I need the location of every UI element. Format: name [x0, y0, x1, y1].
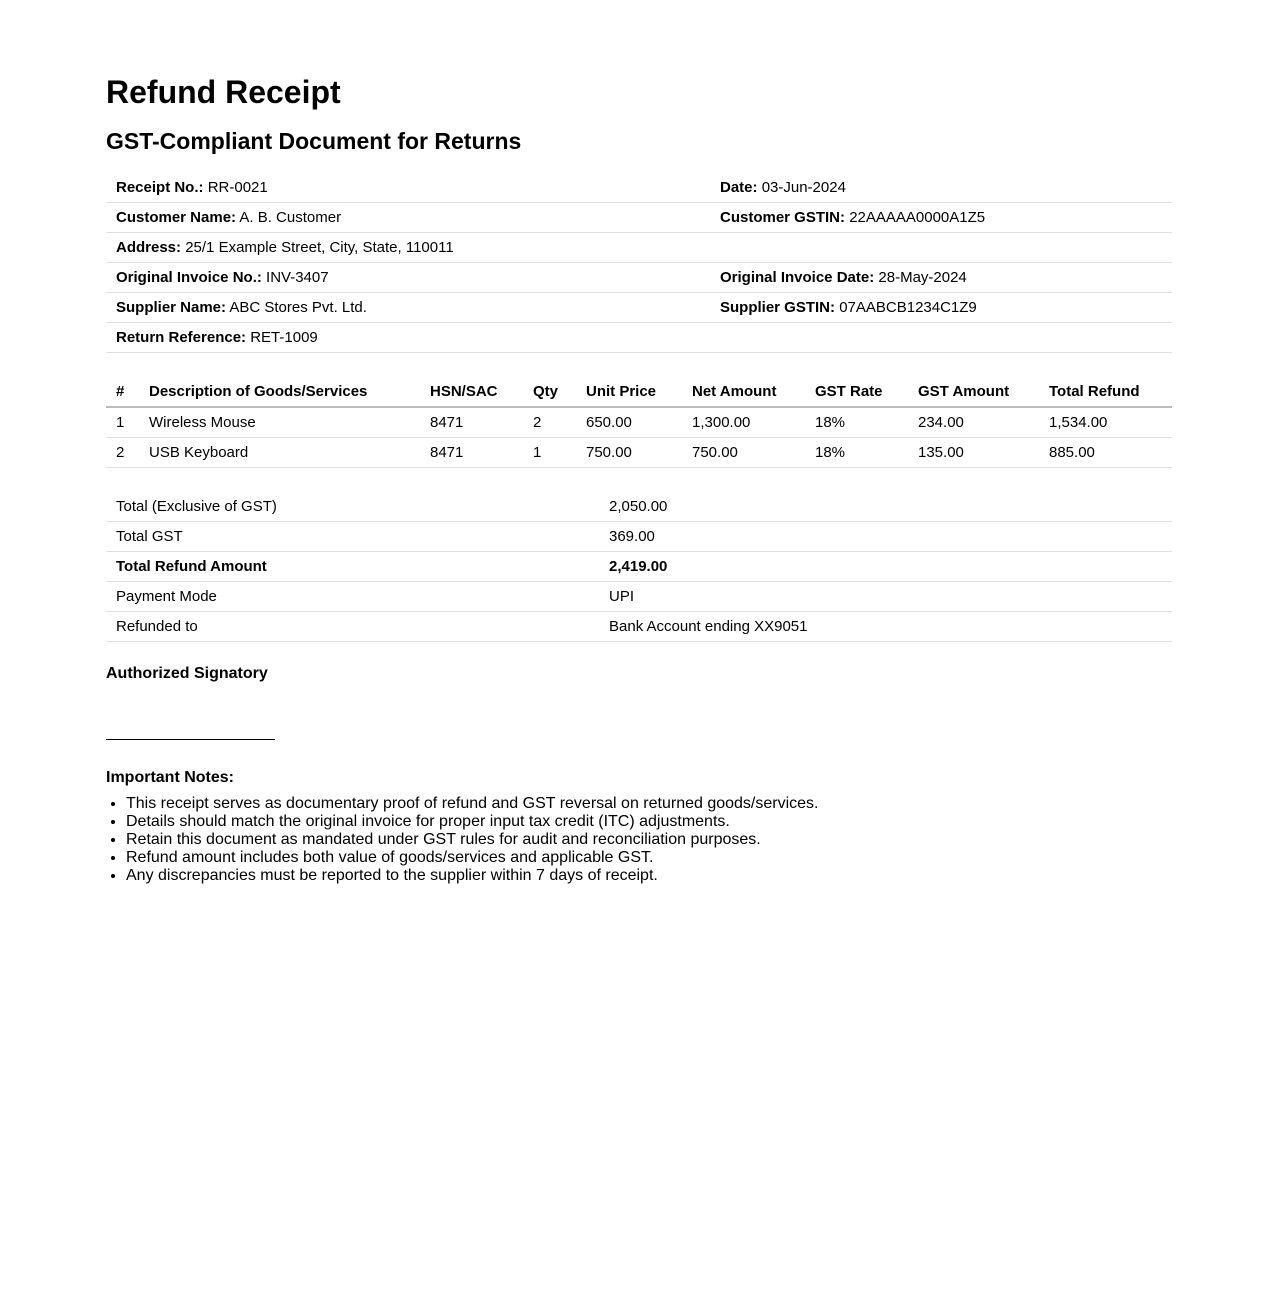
authorized-signatory-label: Authorized Signatory	[106, 665, 268, 682]
return-reference-cell	[106, 323, 710, 353]
total-refund-amount-value: 2,419.00	[599, 552, 1172, 582]
cell-gst-rate: 18%	[805, 438, 908, 468]
totals-row	[106, 612, 1172, 642]
total-exclusive-label: Total (Exclusive of GST)	[106, 492, 599, 522]
empty-cell	[710, 233, 1172, 263]
cell-net-amount: 1,300.00	[682, 407, 805, 438]
supplier-name-cell	[106, 293, 710, 323]
col-header-gst-amount: GST Amount	[908, 376, 1039, 407]
date-cell	[710, 173, 1172, 203]
cell-net-amount: 750.00	[682, 438, 805, 468]
table-row	[106, 438, 1172, 468]
refunded-to-label: Refunded to	[106, 612, 599, 642]
address-label: Address:	[116, 239, 182, 256]
col-header-number: #	[106, 376, 139, 407]
cell-gst-amount: 234.00	[908, 407, 1039, 438]
totals-row	[106, 492, 1172, 522]
return-reference-label: Return Reference:	[116, 329, 247, 346]
cell-number: 2	[106, 438, 139, 468]
items-table	[106, 376, 1172, 468]
list-item: • This receipt serves as documentary proof of refund and GST reversal on returned goods/services.	[126, 795, 819, 813]
notes-list	[106, 795, 819, 885]
customer-name-cell	[106, 203, 710, 233]
receipt-no-label: Receipt No.:	[116, 179, 204, 196]
receipt-no-cell	[106, 173, 710, 203]
date-label: Date:	[720, 179, 758, 196]
original-invoice-date-value: 28-May-2024	[878, 269, 967, 286]
list-item: • Retain this document as mandated under GST rules for audit and reconciliation purposes.	[126, 831, 819, 849]
supplier-name-label: Supplier Name:	[116, 299, 227, 316]
meta-row	[106, 233, 1172, 263]
supplier-gstin-value: 07AABCB1234C1Z9	[839, 299, 977, 316]
supplier-gstin-cell	[710, 293, 1172, 323]
col-header-unit-price: Unit Price	[576, 376, 682, 407]
list-item: • Any discrepancies must be reported to the supplier within 7 days of receipt.	[126, 867, 819, 885]
date-value: 03-Jun-2024	[761, 179, 846, 196]
address-value: 25/1 Example Street, City, State, 110011	[185, 239, 454, 256]
col-header-gst-rate: GST Rate	[805, 376, 908, 407]
col-header-total-refund: Total Refund	[1039, 376, 1172, 407]
signature-line	[106, 739, 275, 740]
total-gst-label: Total GST	[106, 522, 599, 552]
customer-gstin-value: 22AAAAA0000A1Z5	[849, 209, 986, 226]
payment-mode-label: Payment Mode	[106, 582, 599, 612]
totals-row	[106, 522, 1172, 552]
cell-hsn: 8471	[420, 438, 523, 468]
total-exclusive-value: 2,050.00	[599, 492, 1172, 522]
meta-row	[106, 263, 1172, 293]
cell-unit-price: 750.00	[576, 438, 682, 468]
supplier-name-value: ABC Stores Pvt. Ltd.	[229, 299, 367, 316]
meta-row	[106, 323, 1172, 353]
cell-unit-price: 650.00	[576, 407, 682, 438]
customer-gstin-cell	[710, 203, 1172, 233]
notes-title: Important Notes:	[106, 769, 234, 786]
original-invoice-date-label: Original Invoice Date:	[720, 269, 875, 286]
empty-cell	[710, 323, 1172, 353]
total-gst-value: 369.00	[599, 522, 1172, 552]
col-header-net-amount: Net Amount	[682, 376, 805, 407]
meta-row	[106, 173, 1172, 203]
cell-gst-rate: 18%	[805, 407, 908, 438]
customer-name-label: Customer Name:	[116, 209, 237, 226]
page-title: Refund Receipt	[106, 74, 341, 110]
col-header-description: Description of Goods/Services	[139, 376, 420, 407]
cell-gst-amount: 135.00	[908, 438, 1039, 468]
cell-qty: 2	[523, 407, 576, 438]
table-row	[106, 407, 1172, 438]
original-invoice-date-cell	[710, 263, 1172, 293]
totals-row	[106, 552, 1172, 582]
cell-total-refund: 885.00	[1039, 438, 1172, 468]
cell-hsn: 8471	[420, 407, 523, 438]
items-header-row	[106, 376, 1172, 407]
cell-total-refund: 1,534.00	[1039, 407, 1172, 438]
supplier-gstin-label: Supplier GSTIN:	[720, 299, 836, 316]
customer-gstin-label: Customer GSTIN:	[720, 209, 846, 226]
meta-row	[106, 203, 1172, 233]
totals-row	[106, 582, 1172, 612]
original-invoice-no-label: Original Invoice No.:	[116, 269, 262, 286]
cell-qty: 1	[523, 438, 576, 468]
original-invoice-no-value: INV-3407	[266, 269, 329, 286]
original-invoice-no-cell	[106, 263, 710, 293]
totals-table	[106, 492, 1172, 642]
refunded-to-value: Bank Account ending XX9051	[599, 612, 1172, 642]
meta-row	[106, 293, 1172, 323]
list-item: • Refund amount includes both value of goods/services and applicable GST.	[126, 849, 819, 867]
cell-number: 1	[106, 407, 139, 438]
payment-mode-value: UPI	[599, 582, 1172, 612]
address-cell	[106, 233, 710, 263]
receipt-details-table	[106, 173, 1172, 353]
col-header-hsn: HSN/SAC	[420, 376, 523, 407]
col-header-qty: Qty	[523, 376, 576, 407]
list-item: • Details should match the original invoice for proper input tax credit (ITC) adjustments.	[126, 813, 819, 831]
cell-description: Wireless Mouse	[139, 407, 420, 438]
cell-description: USB Keyboard	[139, 438, 420, 468]
total-refund-amount-label: Total Refund Amount	[106, 552, 599, 582]
receipt-no-value: RR-0021	[207, 179, 268, 196]
page-subtitle: GST-Compliant Document for Returns	[106, 128, 522, 154]
return-reference-value: RET-1009	[250, 329, 318, 346]
customer-name-value: A. B. Customer	[239, 209, 342, 226]
